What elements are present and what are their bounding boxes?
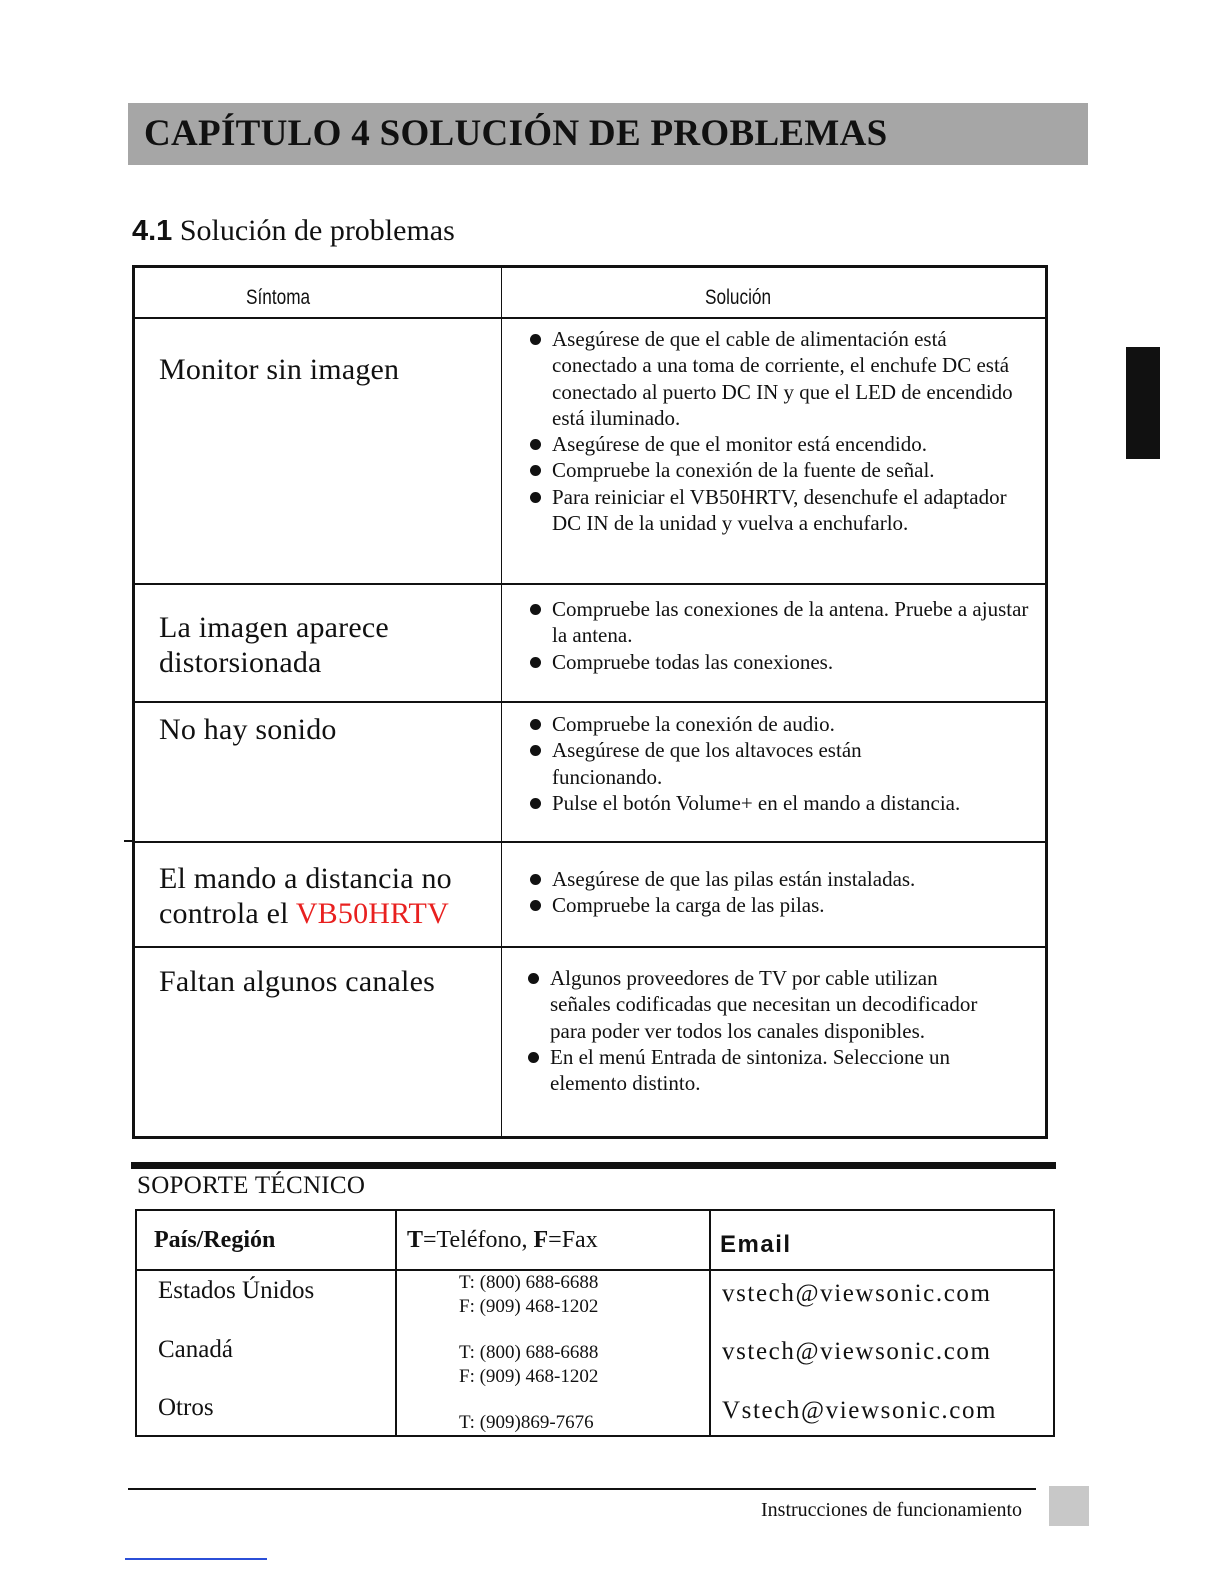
symptom-no-sound: No hay sonido [159, 713, 337, 746]
symptom-header: Síntoma [246, 286, 311, 309]
list-item: Compruebe todas las conexiones. [530, 649, 1030, 675]
symptom-missing-channels: Faltan algunos canales [159, 965, 435, 998]
bullet-icon [530, 900, 541, 911]
email-others[interactable]: Vstech@viewsonic.com [722, 1397, 998, 1424]
phone-header: T=Teléfono, F=Fax [407, 1227, 598, 1253]
column-divider [709, 1211, 711, 1435]
solution-header: Solución [705, 286, 772, 309]
bullet-icon [528, 1052, 539, 1063]
email-header: Email [720, 1231, 792, 1258]
chapter-side-tab [1126, 347, 1160, 459]
row-divider [135, 946, 1045, 948]
row-divider [135, 701, 1045, 703]
bullet-icon [530, 334, 541, 345]
bullet-icon [530, 874, 541, 885]
bullet-icon [530, 492, 541, 503]
email-usa[interactable]: vstech@viewsonic.com [722, 1280, 992, 1307]
list-item: Asegúrese de que el cable de alimentación está conectado a una toma de corriente, el enchufe DC está conectado al puerto DC IN y que el LED de encendido está iluminado. [530, 326, 1020, 431]
section-heading [132, 214, 455, 248]
list-item: Asegúrese de que las pilas están instaladas. [530, 866, 1030, 892]
phone-usa: T: (800) 688-6688 F: (909) 468-1202 [459, 1272, 599, 1317]
bullet-icon [530, 604, 541, 615]
solutions-no-image [530, 326, 1020, 536]
list-item: Compruebe las conexiones de la antena. Pruebe a ajustar la antena. [530, 596, 1030, 649]
symptom-no-image: Monitor sin imagen [159, 353, 400, 386]
solutions-no-sound [530, 711, 1030, 816]
solutions-missing-channels [528, 965, 998, 1096]
list-item: Algunos proveedores de TV por cable utilizan señales codificadas que necesitan un decodificador para poder ver todos los canales disponibles. [528, 965, 998, 1044]
column-divider [395, 1211, 397, 1435]
link-underline [125, 1558, 267, 1560]
bullet-icon [528, 973, 539, 984]
solutions-distorted-image [530, 596, 1030, 675]
model-name: VB50HRTV [295, 897, 449, 930]
symptom-remote-not-working: El mando a distancia no controla el VB50HRTV [159, 862, 452, 930]
list-item: Pulse el botón Volume+ en el mando a distancia. [530, 790, 1030, 816]
support-table [135, 1209, 1055, 1437]
email-canada[interactable]: vstech@viewsonic.com [722, 1338, 992, 1365]
chapter-title: CAPÍTULO 4 SOLUCIÓN DE PROBLEMAS [144, 113, 888, 154]
support-divider [131, 1162, 1056, 1169]
list-item: Compruebe la conexión de audio. [530, 711, 1030, 737]
solutions-remote-not-working [530, 866, 1030, 919]
footer-divider [128, 1488, 1036, 1490]
region-others: Otros [158, 1394, 214, 1421]
section-title: Solución de problemas [179, 214, 455, 247]
row-divider [135, 583, 1045, 585]
list-item: Asegúrese de que los altavoces están funcionando. [530, 737, 932, 790]
page-number-box [1049, 1486, 1089, 1526]
region-usa: Estados Únidos [158, 1277, 315, 1304]
row-divider [135, 317, 1045, 319]
list-item: Compruebe la conexión de la fuente de señal. [530, 457, 1020, 483]
list-item: Asegúrese de que el monitor está encendido. [530, 431, 1020, 457]
region-header: País/Región [154, 1227, 276, 1253]
support-title: SOPORTE TÉCNICO [137, 1172, 366, 1199]
list-item: Para reiniciar el VB50HRTV, desenchufe el adaptador DC IN de la unidad y vuelva a enchufarlo. [530, 484, 1020, 537]
bullet-icon [530, 745, 541, 756]
list-item: En el menú Entrada de sintoniza. Seleccione un elemento distinto. [528, 1044, 998, 1097]
list-item: Compruebe la carga de las pilas. [530, 892, 1030, 918]
phone-canada: T: (800) 688-6688 F: (909) 468-1202 [459, 1342, 599, 1387]
row-divider [135, 841, 1045, 843]
bullet-icon [530, 439, 541, 450]
region-canada: Canadá [158, 1336, 233, 1363]
bullet-icon [530, 657, 541, 668]
bullet-icon [530, 465, 541, 476]
bullet-icon [530, 719, 541, 730]
symptom-distorted-image: La imagen aparece distorsionada [159, 611, 389, 679]
section-number: 4.1 [132, 215, 173, 247]
footer-text: Instrucciones de funcionamiento [761, 1499, 1023, 1521]
troubleshooting-table [132, 265, 1048, 1139]
phone-others: T: (909)869-7676 [459, 1412, 594, 1433]
bullet-icon [530, 798, 541, 809]
chapter-header-bar [128, 103, 1088, 165]
